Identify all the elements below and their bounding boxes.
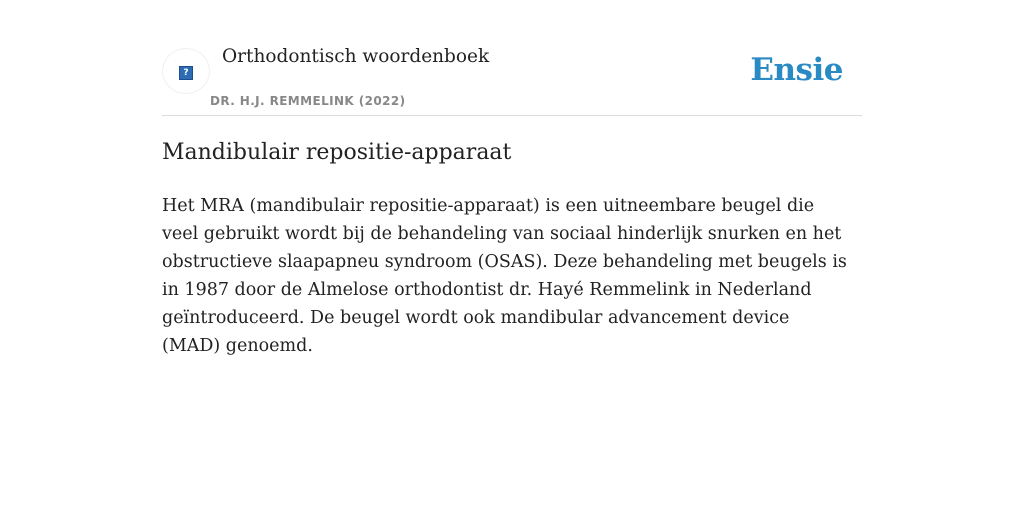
entry-definition: Het MRA (mandibulair repositie-apparaat) is een uitneembare beugel die veel gebruikt wordt bij de behandeling van sociaal hinderlijk snurken en het obstructieve slaapapneu syndroom (OSAS). Deze behandeling met beugels is in 1987 door de Almelose orthodontist dr. Hayé Remmelink in Nederland geïntroduceerd. De beugel wordt ook mandibular advancement device (MAD) genoemd. [162,196,847,356]
dictionary-header [162,46,862,116]
book-cover-icon[interactable] [162,48,210,94]
book-author: DR. H.J. REMMELINK (2022) [210,94,406,108]
book-title-link[interactable]: Orthodontisch woordenboek [222,46,490,67]
question-book-icon: ? [179,66,193,80]
entry-title: Mandibulair repositie-apparaat [162,140,512,165]
ensie-logo[interactable]: Ensie [750,52,843,88]
